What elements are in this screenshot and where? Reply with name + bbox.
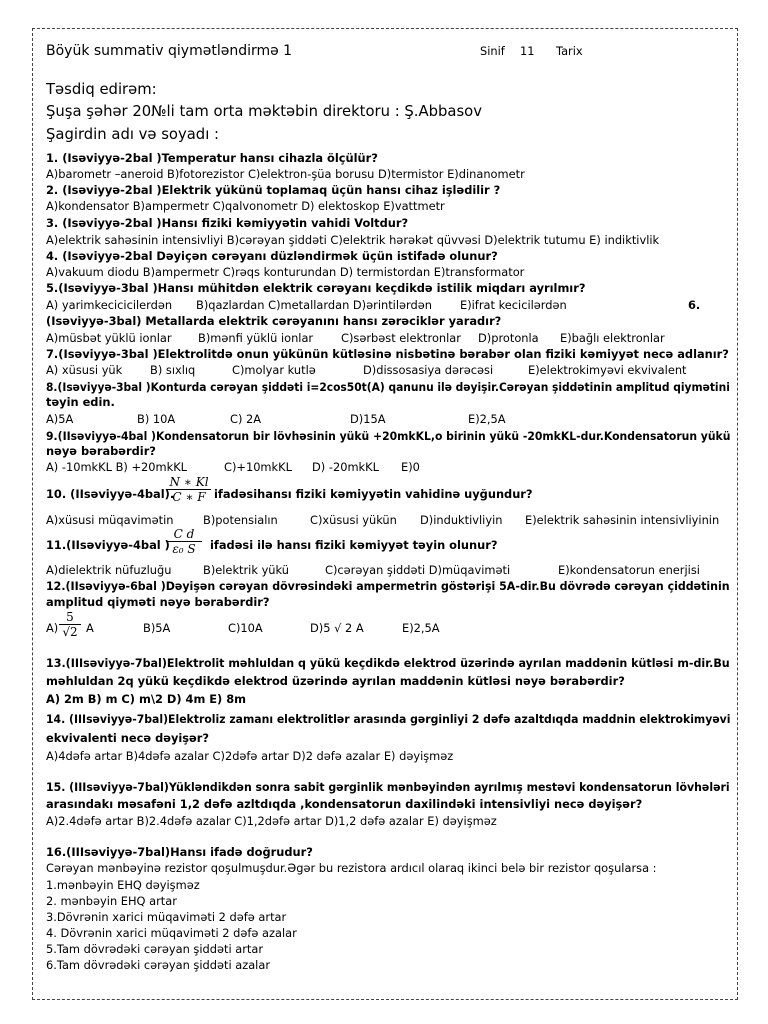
question-8-cont: təyin edin. <box>46 395 115 409</box>
answer-5b: B)qazlardan C)metallardan D)ərintilərdən <box>196 298 432 312</box>
answer-8b: B) 10A <box>137 412 176 426</box>
answer-7b: B) sıxlıq <box>150 363 196 377</box>
answers-4: A)vakuum diodu B)ampermetr C)rəqs konturundan D) termistordan E)transformator <box>46 265 525 279</box>
answer-8c: C) 2A <box>230 412 262 426</box>
formula-10-numerator: N ∗ Kl <box>169 475 209 489</box>
answer-12b: B)5A <box>143 621 171 635</box>
answers-13: A) 2m B) m C) m\2 D) 4m E) 8m <box>46 692 247 706</box>
formula-11-numerator: C d <box>173 527 195 541</box>
answers-2: A)kondensator B)ampermetr C)qalvonometr D) elektoskop E)vattmetr <box>46 199 445 213</box>
answer-11cd: C)cərəyan şiddəti D)müqaviməti <box>325 563 511 577</box>
answer-9d: D) -20mkKL <box>312 460 379 474</box>
answer-6b: B)mənfi yüklü ionlar <box>198 331 314 345</box>
statement-16-1: 1.mənbəyin EHQ dəyişməz <box>46 878 200 892</box>
document-title: Böyük summativ qiymətləndirmə 1 <box>46 43 293 59</box>
director-line: Şuşa şəhər 20№li tam orta məktəbin direktoru : Ş.Abbasov <box>46 103 482 120</box>
answers-15: A)2.4dəfə artar B)2.4dəfə azalar C)1,2dəfə artar D)1,2 dəfə azalar E) dəyişməz <box>46 814 497 828</box>
answer-10b: B)potensialın <box>203 513 278 527</box>
answer-10c: C)xüsusi yükün <box>310 513 397 527</box>
answer-10d: D)induktivliyin <box>420 513 503 527</box>
question-14-cont: ekvivalenti necə dəyişər? <box>46 731 210 745</box>
answer-7c: C)molyar kutlə <box>232 363 316 377</box>
answer-11b: B)elektrik yükü <box>203 563 289 577</box>
student-name-line: Şagirdin adı və soyadı : <box>46 126 219 143</box>
statement-16-2: 2. mənbəyin EHQ artar <box>46 894 177 908</box>
answer-8e: E)2,5A <box>468 412 506 426</box>
question-6: (Isəviyyə-3bal) Metallarda elektrik cərəyanını hansı zərəciklər yaradır? <box>46 314 502 328</box>
question-16: 16.(IIIsəviyyə-7bal)Hansı ifadə doğrudur? <box>46 845 313 859</box>
question-13-cont: məhluldan 2q yükü keçdikdə elektrod üzərində ayrılan maddənin kütləsi nəyə bərabərdir? <box>46 674 625 688</box>
question-7: 7.(Isəviyyə-3bal )Elektrolitdə onun yükünün kütləsinə nisbətinə bərabər olan fiziki kəmiyyət necə adlanır? <box>46 347 729 361</box>
question-12-cont: amplitud qiyməti nəyə bərabərdir? <box>46 595 270 609</box>
question-12: 12.(IIsəviyyə-6bal )Dəyişən cərəyan dövrəsindəki ampermetrin göstərişi 5A-dir.Bu dövrədə cərəyan çiddətinin <box>46 579 730 593</box>
answer-8a: A)5A <box>46 412 74 426</box>
question-15: 15. (IIIsəviyyə-7bal)Yükləndikdən sonra sabit gərginlik mənbəyindən ayrılmış mestəvi kondensatorun lövhələri <box>46 780 730 794</box>
answer-6a: A)müsbət yüklü ionlar <box>46 331 172 345</box>
question-11-label: 11.(IIsəviyyə-4bal ) <box>46 538 170 552</box>
answer-12a-denominator: √2 <box>59 624 81 639</box>
answers-3: A)elektrik sahəsinin intensivliyi B)cərəyan şiddəti C)elektrik hərəkət qüvvəsi D)elektrik tutumu E) indiktivlik <box>46 233 660 247</box>
answers-14: A)4dəfə artar B)4dəfə azalar C)2dəfə artar D)2 dəfə azalar E) dəyişməz <box>46 749 454 763</box>
question-4: 4. (Isəviyyə-2bal Dəyiçən cərəyanı düzləndirmək üçün istifadə olunur? <box>46 249 498 263</box>
answer-12a-numerator: 5 <box>66 610 74 624</box>
question-2: 2. (Isəviyyə-2bal )Elektrik yükünü toplamaq üçün hansı cihaz işlədilir ? <box>46 183 501 197</box>
answer-12d: D)5 √ 2 A <box>310 621 364 635</box>
question-11: ifadəsi ilə hansı fiziki kəmiyyət təyin olunur? <box>210 538 498 552</box>
answer-6c: C)sərbəst elektronlar <box>341 331 461 345</box>
question-15-cont: arasındakı məsafəni 1,2 dəfə azltdıqda ,kondensatorun daxilindəki intensivliyi necə dəyişər? <box>46 797 643 811</box>
answers-1: A)barometr –aneroid B)fotorezistor C)elektron-şüa borusu D)termistor E)dinanometr <box>46 167 525 181</box>
statement-16-6: 6.Tam dövrədəki cərəyan şiddəti azalar <box>46 958 270 972</box>
formula-10-denominator: C ∗ F <box>167 489 211 504</box>
question-8: 8.(Isəviyyə-3bal )Konturda cərəyan şiddəti i=2cos50t(A) qanunu ilə dəyişir.Cərəyan şiddətinin amplitud qiymətini <box>46 380 730 394</box>
answer-12c: C)10A <box>228 621 263 635</box>
answer-8d: D)15A <box>350 412 386 426</box>
answer-6d: D)protonla <box>478 331 539 345</box>
question-13: 13.(IIIsəviyyə-7bal)Elektrolit məhluldan q yükü keçdikdə elektrod üzərində ayrılan maddənin kütləsi m-dir.Bu <box>46 656 730 670</box>
question-3: 3. (Isəviyyə-2bal )Hansı fiziki kəmiyyətin vahidi Voltdur? <box>46 216 409 230</box>
answer-5e: E)ifrat kecicilərdən <box>460 298 567 312</box>
subject-label: Tarix <box>556 44 583 58</box>
answer-5a: A) yarimkecicicilerdən <box>46 298 173 312</box>
answer-10e: E)elektrik sahəsinin intensivliyinin <box>525 513 720 527</box>
answer-9e: E)0 <box>401 460 420 474</box>
answer-11a: A)dielektrik nüfuzluğu <box>46 563 172 577</box>
answer-12a-unit: A <box>86 621 94 635</box>
answer-12e: E)2,5A <box>402 621 440 635</box>
statement-16-4: 4. Dövrənin xarici müqaviməti 2 dəfə azalar <box>46 926 297 940</box>
question-14: 14. (IIIsəviyyə-7bal)Elektroliz zamanı elektrolitlər arasında gərginliyi 2 dəfə azaltdıqda maddnin elektrokimyəvi <box>46 712 731 726</box>
class-label: Sinif <box>480 44 505 58</box>
answer-9c: C)+10mkKL <box>224 460 292 474</box>
question-1: 1. (Isəviyyə-2bal )Temperatur hansı cihazla ölçülür? <box>46 151 378 165</box>
statement-16-3: 3.Dövrənin xarici müqaviməti 2 dəfə artar <box>46 910 287 924</box>
question-9-cont: nəyə bərabərdir? <box>46 444 156 458</box>
question-10: ifadəsihansı fiziki kəmiyyətin vahidinə uyğundur? <box>214 487 533 501</box>
approval-line: Təsdiq edirəm: <box>46 81 157 98</box>
answer-9ab: A) -10mkKL B) +20mkKL <box>46 460 188 474</box>
formula-10 <box>167 475 211 504</box>
question-16-context: Cərəyan mənbəyinə rezistor qoşulmuşdur.Əgər bu rezistora ardıcıl olaraq ikinci belə bir rezistor qoşularsa : <box>46 861 657 875</box>
answer-7d: D)dissosasiya dərəcəsi <box>363 363 494 377</box>
answer-7e: E)elektrokimyəvi ekvivalent <box>528 363 687 377</box>
statement-16-5: 5.Tam dövrədəki cərəyan şiddəti artar <box>46 942 264 956</box>
answer-7a: A) xüsusi yük <box>46 363 123 377</box>
answer-12a-fraction <box>59 610 81 639</box>
question-9: 9.(IIsəviyyə-4bal )Kondensatorun bir lövhəsinin yükü +20mkKL,o birinin yükü -20mkKL-dur.Kondensatorun yükü <box>46 429 731 443</box>
question-6-number: 6. <box>688 298 701 312</box>
question-10-label: 10. (IIsəviyyə-4bal). <box>46 487 175 501</box>
answer-6e: E)bağlı elektronlar <box>560 331 665 345</box>
answer-10a: A)xüsusi müqavimətin <box>46 513 174 527</box>
formula-11 <box>166 527 202 556</box>
question-5: 5.(Isəviyyə-3bal )Hansı mühitdən elektrik cərəyanı keçdikdə istilik miqdarı ayrılmır? <box>46 281 586 295</box>
answer-11e: E)kondensatorun enerjisi <box>558 563 700 577</box>
answer-12a-label: A) <box>46 621 59 635</box>
class-value: 11 <box>520 44 535 58</box>
formula-11-denominator: ε₀ S <box>166 541 202 556</box>
